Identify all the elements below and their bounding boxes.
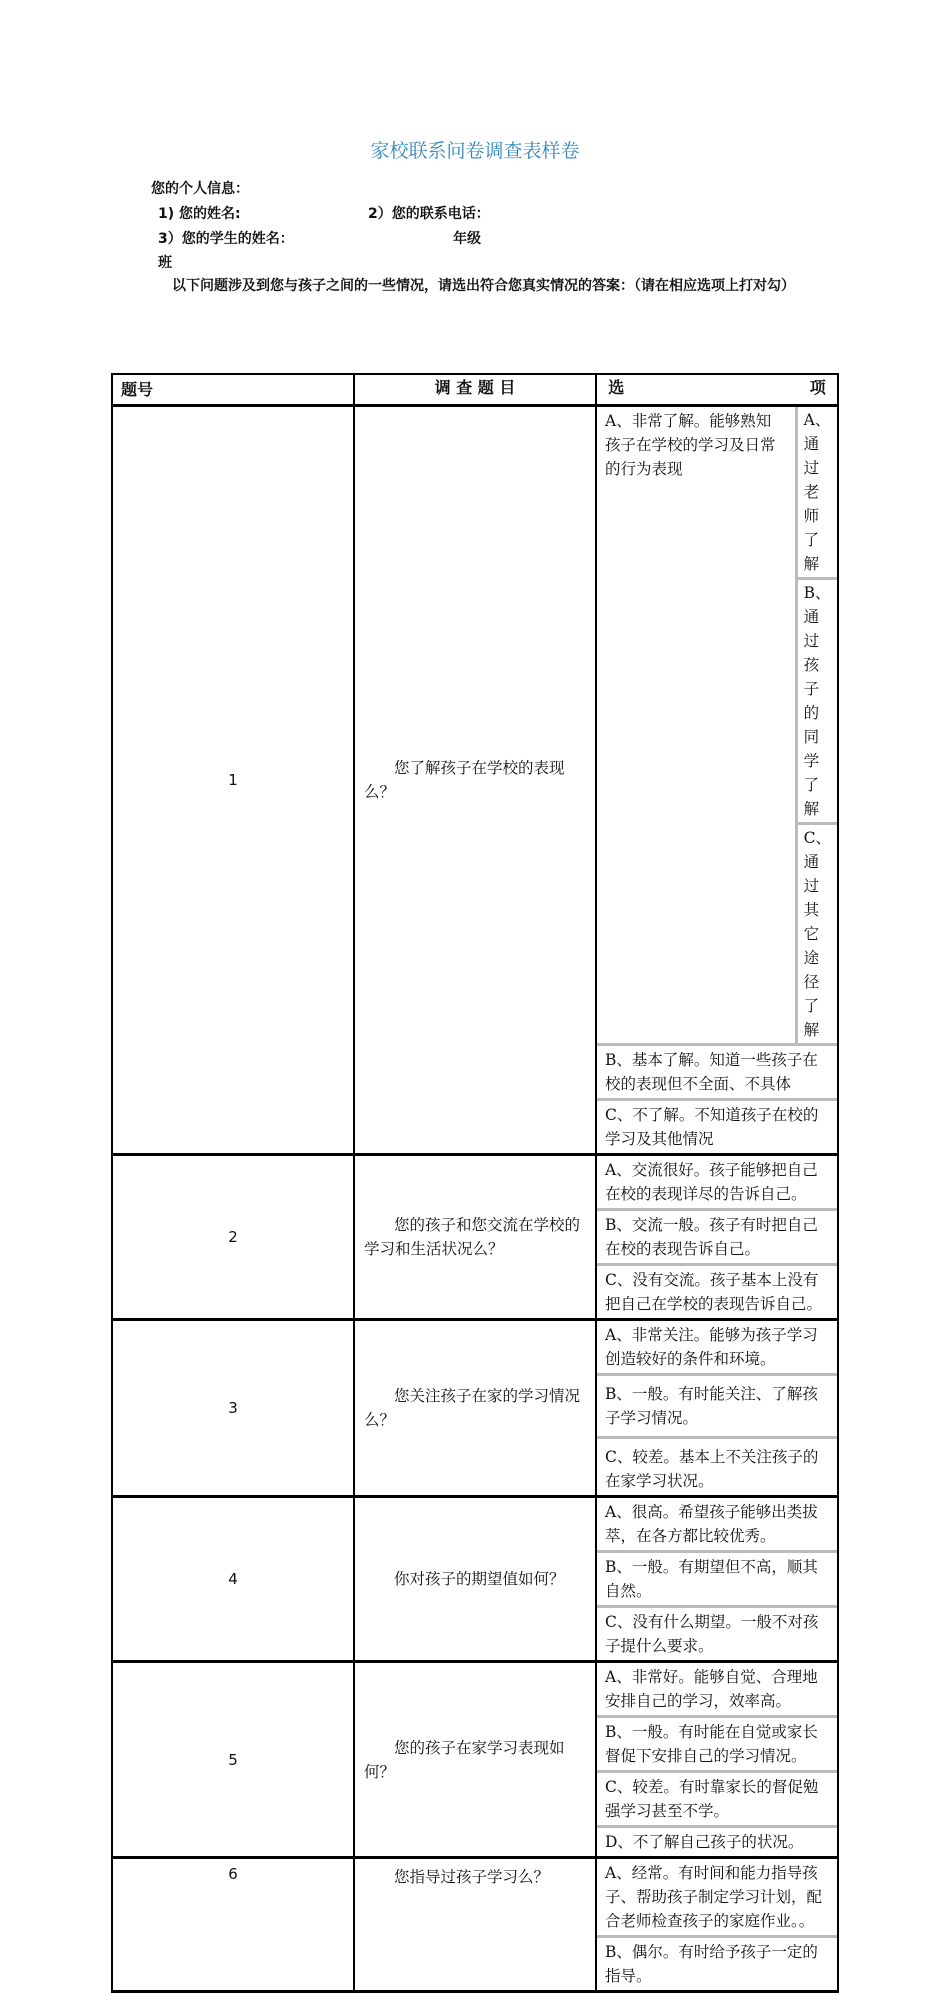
- options-cell: [596, 1497, 838, 1662]
- options-cell: [596, 1320, 838, 1497]
- sub-option-item[interactable]: B、通过孩子的同学了解: [798, 580, 837, 825]
- table-row: [112, 406, 838, 1155]
- name-label: 1) 您的姓名:: [158, 206, 241, 222]
- grade-label: 年级: [453, 231, 481, 247]
- option-item[interactable]: D、不了解自己孩子的状况。: [605, 1833, 804, 1851]
- option-item[interactable]: C、不了解。不知道孩子在校的学习及其他情况: [605, 1106, 819, 1148]
- option-item[interactable]: B、一般。有期望但不高，顺其自然。: [597, 1553, 837, 1608]
- page-title: 家校联系问卷调查表样卷: [370, 140, 580, 162]
- question-text: 您的孩子和您交流在学校的学习和生活状况么？: [354, 1155, 596, 1320]
- question-text: 您了解孩子在学校的表现么？: [354, 406, 596, 1155]
- personal-info-heading: 您的个人信息：: [151, 181, 249, 197]
- question-number: 4: [112, 1497, 354, 1662]
- option-item[interactable]: B、基本了解。知道一些孩子在校的表现但不全面、不具体: [597, 1046, 837, 1101]
- option-item[interactable]: A、非常好。能够自觉、合理地安排自己的学习，效率高。: [597, 1663, 837, 1718]
- option-item[interactable]: B、交流一般。孩子有时把自己在校的表现告诉自己。: [597, 1211, 837, 1266]
- table-row: [112, 1320, 838, 1497]
- question-text: 您指导过孩子学习么？: [354, 1858, 596, 1992]
- question-text: 您关注孩子在家的学习情况么？: [354, 1320, 596, 1497]
- question-text: 您的孩子在家学习表现如何？: [354, 1662, 596, 1858]
- option-item[interactable]: A、很高。希望孩子能够出类拔萃，在各方都比较优秀。: [597, 1498, 837, 1553]
- option-item[interactable]: C、没有什么期望。一般不对孩子提什么要求。: [605, 1613, 819, 1655]
- sub-option-item[interactable]: A、通过老师了解: [798, 407, 837, 580]
- option-item[interactable]: C、没有交流。孩子基本上没有把自己在学校的表现告诉自己。: [605, 1271, 823, 1313]
- student-name-label: 3）您的学生的姓名：: [158, 231, 294, 247]
- sub-option-item[interactable]: C、通过其它途径了解: [803, 829, 831, 1039]
- header-number: 题号: [112, 374, 354, 406]
- table-row: [112, 1662, 838, 1858]
- options-cell: [596, 1858, 838, 1992]
- options-cell: [596, 1662, 838, 1858]
- header-question: 调 查 题 目: [354, 374, 596, 406]
- question-number: 3: [112, 1320, 354, 1497]
- sub-options: [798, 407, 837, 1043]
- table-row: [112, 1155, 838, 1320]
- survey-table: [111, 373, 839, 1993]
- options-cell: [596, 406, 838, 1155]
- option-item[interactable]: B、一般。有时能关注、了解孩子学习情况。: [597, 1376, 837, 1439]
- option-item[interactable]: B、一般。有时能在自觉或家长督促下安排自己的学习情况。: [597, 1718, 837, 1773]
- question-number: 5: [112, 1662, 354, 1858]
- header-options: 选 项: [596, 374, 838, 406]
- class-label: 班: [158, 255, 172, 271]
- question-text: 你对孩子的期望值如何？: [354, 1497, 596, 1662]
- option-item[interactable]: C、较差。基本上不关注孩子的在家学习状况。: [605, 1448, 819, 1490]
- table-header-row: [112, 374, 838, 406]
- option-item[interactable]: B、偶尔。有时给予孩子一定的指导。: [605, 1943, 818, 1985]
- option-item[interactable]: C、较差。有时靠家长的督促勉强学习甚至不学。: [597, 1773, 837, 1828]
- option-item[interactable]: A、非常关注。能够为孩子学习创造较好的条件和环境。: [597, 1321, 837, 1376]
- question-number: 1: [112, 406, 354, 1155]
- question-number: 2: [112, 1155, 354, 1320]
- options-cell: [596, 1155, 838, 1320]
- option-item[interactable]: A、经常。有时间和能力指导孩子、帮助孩子制定学习计划，配合老师检查孩子的家庭作业。。: [597, 1859, 837, 1938]
- question-number: 6: [112, 1858, 354, 1992]
- phone-label: 2）您的联系电话：: [368, 206, 490, 222]
- table-row: [112, 1858, 838, 1992]
- instructions: 以下问题涉及到您与孩子之间的一些情况，请选出符合您真实情况的答案：（请在相应选项上打对勾）: [172, 278, 795, 294]
- option-group: [597, 407, 837, 1046]
- option-item[interactable]: A、交流很好。孩子能够把自己在校的表现详尽的告诉自己。: [597, 1156, 837, 1211]
- option-item[interactable]: A、非常了解。能够熟知孩子在学校的学习及日常的行为表现: [597, 407, 798, 1043]
- table-row: [112, 1497, 838, 1662]
